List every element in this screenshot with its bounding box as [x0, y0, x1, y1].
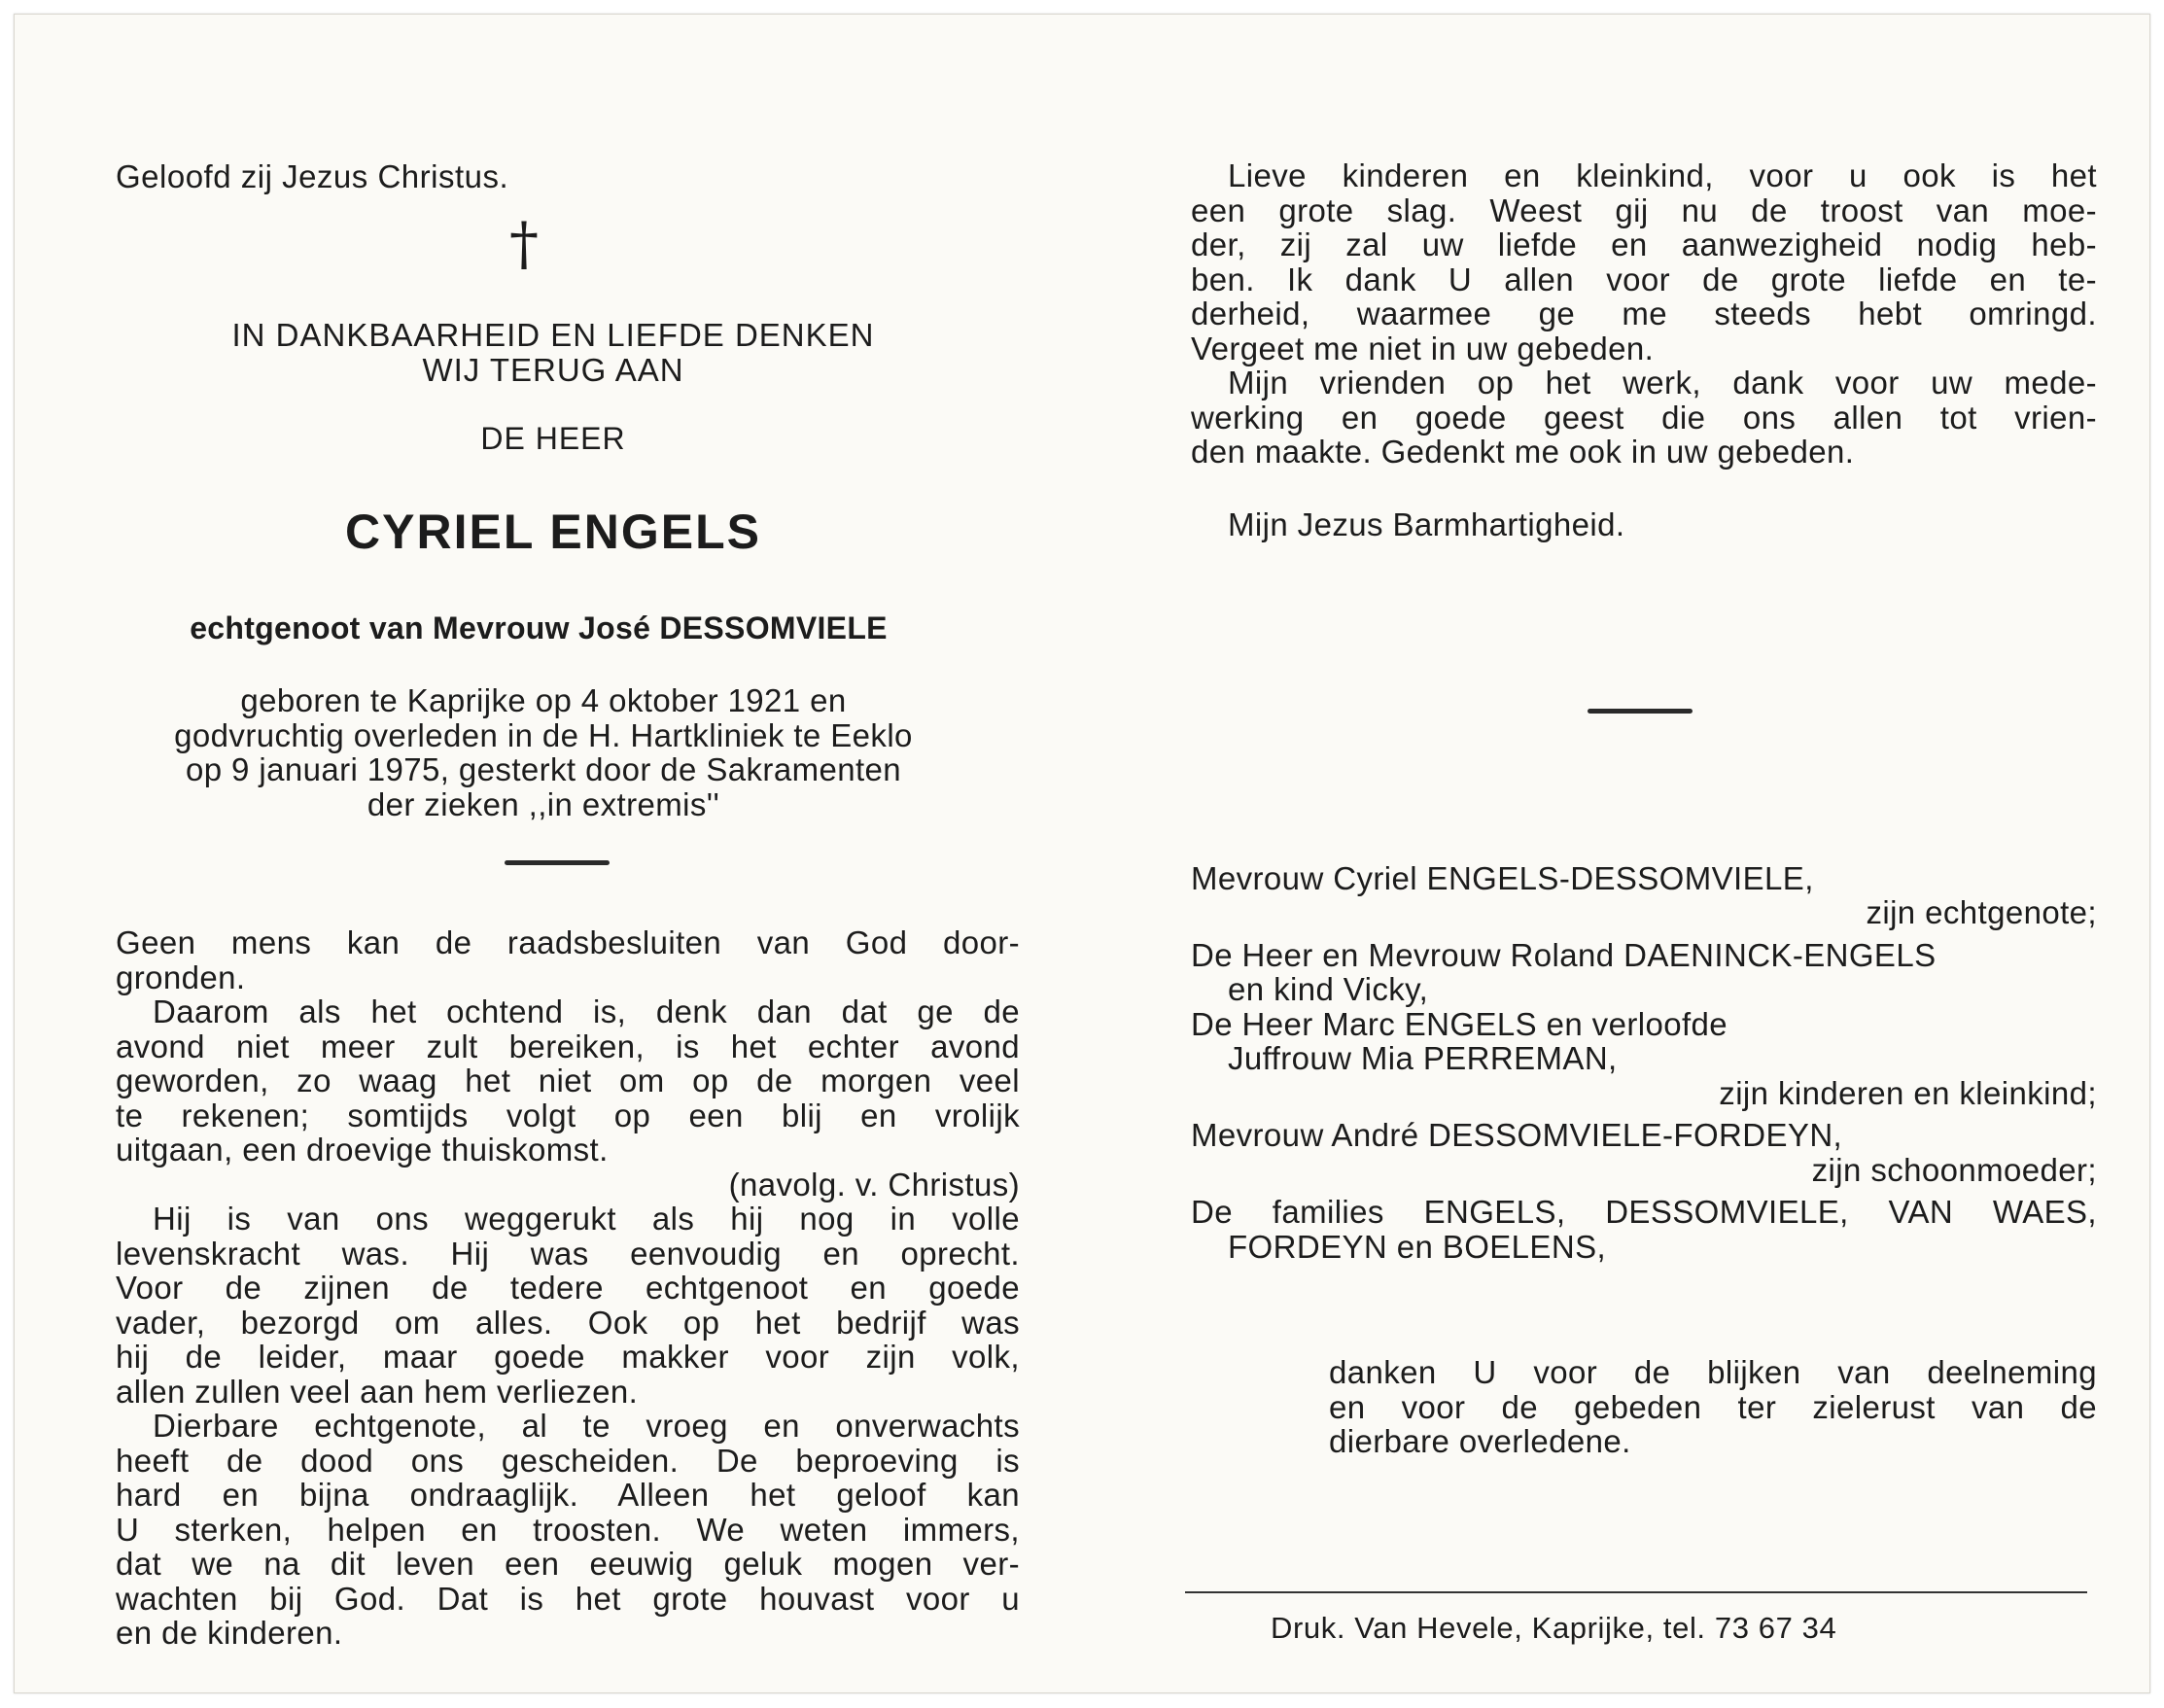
dedication-heading [116, 318, 991, 388]
dedication-line: IN DANKBAARHEID EN LIEFDE DENKEN [231, 317, 875, 353]
divider [505, 860, 610, 865]
family-line: en kind Vicky, [1228, 971, 1429, 1007]
text-line: uitgaan, een droevige thuiskomst. [116, 1132, 609, 1168]
citation-line: (navolg. v. Christus) [728, 1166, 1020, 1203]
deceased-name: CYRIEL ENGELS [345, 505, 761, 559]
closing-prayer: Mijn Jezus Barmhartigheid. [1228, 505, 1625, 542]
text-line: vader, bezorgd om alles. Ook op het bedrijf was [116, 1304, 1020, 1341]
text-line: der, zij zal uw liefde en aanwezigheid nodig heb- [1191, 227, 2097, 262]
family-line: De Heer Marc ENGELS en verloofde [1191, 1005, 1728, 1042]
text-line: derheid, waarmee ge me steeds hebt omringd. [1191, 296, 2097, 331]
text-line: levenskracht was. Hij was eenvoudig en oprecht. [116, 1235, 1020, 1272]
birth-line: op 9 januari 1975, gesterkt door de Sakramenten [185, 751, 902, 787]
text-line: en de kinderen. [116, 1615, 343, 1651]
text-line: Dierbare echtgenote, al te vroeg en onverwachts [153, 1408, 1020, 1444]
text-line: hard en bijna ondraaglijk. Alleen het geloof kan [116, 1477, 1020, 1513]
left-panel [116, 158, 1020, 1651]
family-list [1191, 861, 2097, 1265]
text-line: U sterken, helpen en troosten. We weten immers, [116, 1511, 1020, 1548]
thanks-line: en voor de gebeden ter zielerust van de [1329, 1388, 2097, 1425]
text-line: hij de leider, maar goede makker voor zijn volk, [116, 1339, 1020, 1375]
spouse-line: echtgenoot van Mevrouw José DESSOMVIELE [190, 610, 888, 645]
text-line: Voor de zijnen de tedere echtgenoot en goede [116, 1270, 1020, 1306]
text-line: wachten bij God. Dat is het grote houvast voor u [116, 1580, 1020, 1617]
text-line: Mijn vrienden op het werk, dank voor uw mede- [1228, 365, 2097, 401]
farewell-text [1191, 158, 2097, 470]
text-line: Hij is van ons weggerukt als hij nog in volle [153, 1201, 1020, 1237]
text-line: avond niet meer zult bereiken, is het echter avond [116, 1028, 1020, 1064]
family-relation: zijn echtgenote; [1866, 894, 2097, 930]
divider [1588, 709, 1693, 714]
birth-death-info [116, 683, 971, 821]
text-line: heeft de dood ons gescheiden. De beproeving is [116, 1442, 1020, 1479]
family-line: Mevrouw Cyriel ENGELS-DESSOMVIELE, [1191, 859, 1814, 896]
cross-icon: † [509, 210, 539, 278]
family-relation: zijn kinderen en kleinkind; [1719, 1074, 2097, 1111]
thanks-text [1191, 1355, 2097, 1459]
thanks-line: danken U voor de blijken van deelneming [1329, 1354, 2097, 1390]
family-line: De families ENGELS, DESSOMVIELE, VAN WAES, [1191, 1194, 2097, 1230]
dedication-line: WIJ TERUG AAN [422, 352, 684, 388]
family-line: Juffrouw Mia PERREMAN, [1228, 1040, 1618, 1076]
birth-line: der zieken ,,in extremis'' [366, 785, 720, 822]
text-line: Vergeet me niet in uw gebeden. [1191, 330, 1655, 366]
memorial-card [14, 14, 2150, 1693]
text-line: een grote slag. Weest gij nu de troost van moe- [1191, 192, 2097, 228]
right-panel [1191, 158, 2097, 1459]
birth-line: godvruchtig overleden in de H. Hartkliniek te Eeklo [174, 716, 913, 753]
opening-line: Geloofd zij Jezus Christus. [116, 158, 509, 194]
birth-line: geboren te Kaprijke op 4 oktober 1921 en [240, 682, 847, 718]
text-line: Daarom als het ochtend is, denk dan dat ge de [153, 993, 1020, 1029]
family-relation: zijn schoonmoeder; [1811, 1151, 2097, 1188]
text-line: den maakte. Gedenkt me ook in uw gebeden. [1191, 434, 1855, 470]
text-line: ben. Ik dank U allen voor de grote liefde en te- [1191, 261, 2097, 297]
text-line: te rekenen; somtijds volgt op een blij en vrolijk [116, 1097, 1020, 1133]
printer-credit: Druk. Van Hevele, Kaprijke, tel. 73 67 34 [1271, 1611, 1837, 1645]
printer-rule [1185, 1591, 2087, 1593]
family-line: Mevrouw André DESSOMVIELE-FORDEYN, [1191, 1117, 1843, 1153]
text-line: Lieve kinderen en kleinkind, voor u ook is het [1228, 157, 2097, 193]
text-line: allen zullen veel aan hem verliezen. [116, 1373, 639, 1410]
family-line: FORDEYN en BOELENS, [1228, 1228, 1607, 1265]
text-line: gronden. [116, 959, 246, 995]
text-line: geworden, zo waag het niet om op de morgen veel [116, 1063, 1020, 1098]
honorific: DE HEER [480, 421, 626, 456]
family-line: De Heer en Mevrouw Roland DAENINCK-ENGELS [1191, 936, 1937, 973]
text-line: Geen mens kan de raadsbesluiten van God door- [116, 924, 1020, 960]
text-line: werking en goede geest die ons allen tot vrien- [1191, 399, 2097, 436]
text-line: dat we na dit leven een eeuwig geluk mogen ver- [116, 1546, 1020, 1582]
memorial-text [116, 925, 1020, 1651]
thanks-line: dierbare overledene. [1329, 1423, 1631, 1459]
